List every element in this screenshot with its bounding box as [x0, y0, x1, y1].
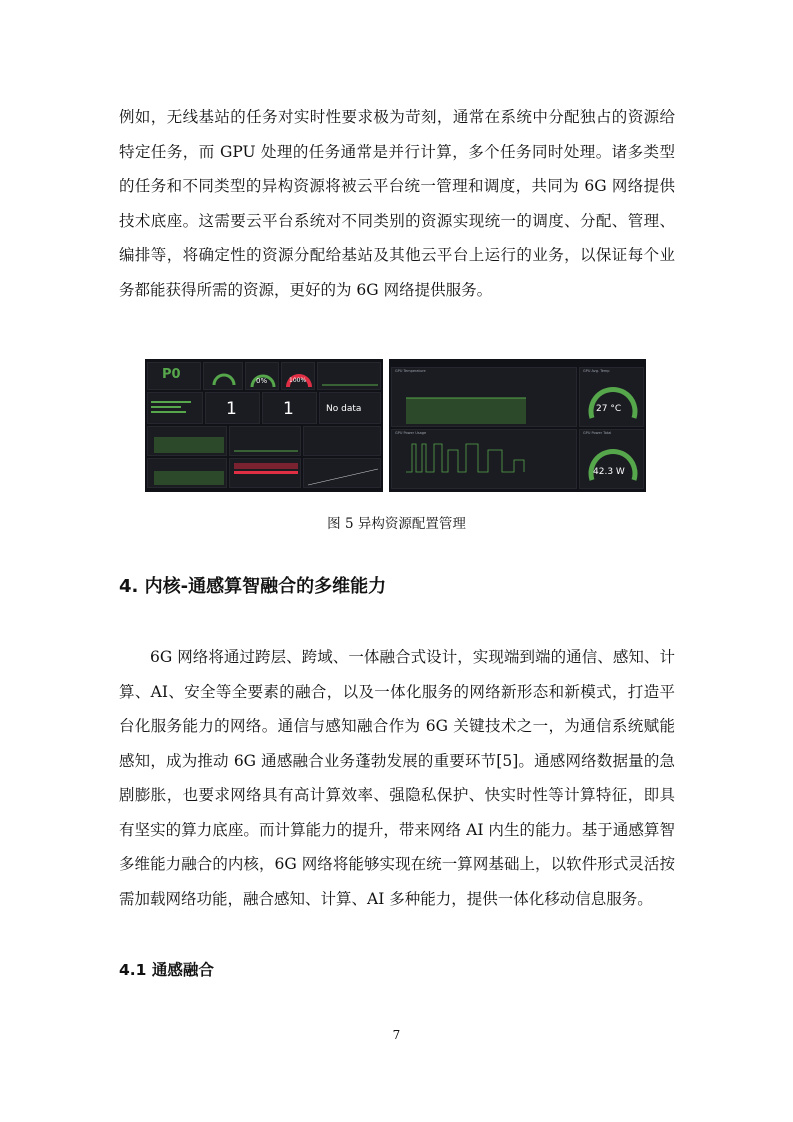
area-chart-icon [148, 427, 228, 457]
figure-right-dashboard [389, 359, 646, 492]
step-line-chart-icon [392, 430, 578, 490]
mini-panel [203, 362, 243, 390]
gpu-power-gauge-panel [579, 429, 644, 489]
paragraph-2: 6G 网络将通过跨层、跨域、一体融合式设计，实现端到端的通信、感知、计算、AI、安全等全要素的融合，以及一体化服务的网络新形态和新模式，打造平台化服务能力的网络。通信与感知融合作为 6G 关键技术之一，为通信系统赋能感知，成为推动 6G 通感融合业务蓬勃发展的重要环节[5]。通感网络数据量的急剧膨胀，也要求网络具有高计算效率、强隐私保护、快实时性等计算特征，即具有坚实的算力底座。而计算能力的提升，带来网络 AI 内生的能力。基于通感算智多维能力融合的内核，6G 网络将能够实现在统一算网基础上，以软件形式灵活按需加载网络功能，融合感知、计算、AI 多种能力，提供一体化移动信息服务。 [119, 648, 675, 908]
panel-title: GPU Temperature [395, 369, 426, 373]
figure-caption: 图 5 异构资源配置管理 [327, 516, 466, 532]
gpu-temperature-panel [391, 367, 577, 427]
stat-3-value: No data [326, 404, 362, 414]
chart-panel-b [229, 426, 301, 456]
gpu-temp-gauge-panel [579, 367, 644, 427]
gauge-2-value: 100% [289, 377, 307, 384]
gauge-panel-1 [245, 362, 279, 390]
paragraph-1: 例如，无线基站的任务对实时性要求极为苛刻，通常在系统中分配独占的资源给特定任务，而 GPU 处理的任务通常是并行计算，多个任务同时处理。诸多类型的任务和不同类型的异构资源将被云平台统一管理和调度，共同为 6G 网络提供技术底座。这需要云平台系统对不同类别的资源实现统一的调度、分配、管理、编排等，将确定性的资源分配给基站及其他云平台上运行的业务，以保证每个业务都能获得所需的资源，更好的为 6G 网络提供服务。 [119, 108, 675, 299]
line-chart-icon [230, 427, 302, 457]
gauge-ring-icon [580, 368, 645, 428]
temp-value: 27 °C [596, 404, 622, 414]
figure-left-dashboard [145, 359, 383, 492]
subsection-heading: 4.1 通感融合 [119, 961, 214, 979]
stat-panel-1 [205, 392, 260, 424]
gpu-id-panel [147, 362, 201, 390]
line-chart-icon [304, 459, 382, 489]
line-chart-icon [318, 363, 382, 391]
line-panel [317, 362, 381, 390]
chart-panel-f [303, 458, 381, 488]
power-value: 42.3 W [593, 467, 625, 477]
bars-panel [147, 392, 203, 424]
panel-title: GPU Power Usage [395, 431, 427, 435]
page-number: 7 [392, 1028, 401, 1042]
gauge-ring-icon [580, 430, 645, 490]
gpu-power-usage-panel [391, 429, 577, 489]
heat-bar-icon [230, 459, 302, 489]
gauge-1-value: 0% [256, 377, 268, 385]
stat-panel-2 [262, 392, 317, 424]
chart-panel-e [229, 458, 301, 488]
gauge-icon [204, 363, 244, 391]
chart-panel-c [303, 426, 381, 456]
area-chart-icon [148, 459, 228, 489]
gpu-id-value: P0 [162, 367, 181, 382]
stat-panel-3 [319, 392, 381, 424]
section-heading: 4. 内核-通感算智融合的多维能力 [119, 576, 387, 597]
area-chart-icon [392, 368, 578, 428]
gauge-panel-2 [281, 362, 315, 390]
panel-title: GPU Avg. Temp [583, 369, 610, 373]
stat-1-value: 1 [226, 399, 237, 419]
bar-gauge-icon [148, 393, 204, 425]
panel-title: GPU Power Total [583, 431, 612, 435]
chart-panel-a [147, 426, 227, 456]
stat-2-value: 1 [283, 399, 294, 419]
chart-panel-d [147, 458, 227, 488]
